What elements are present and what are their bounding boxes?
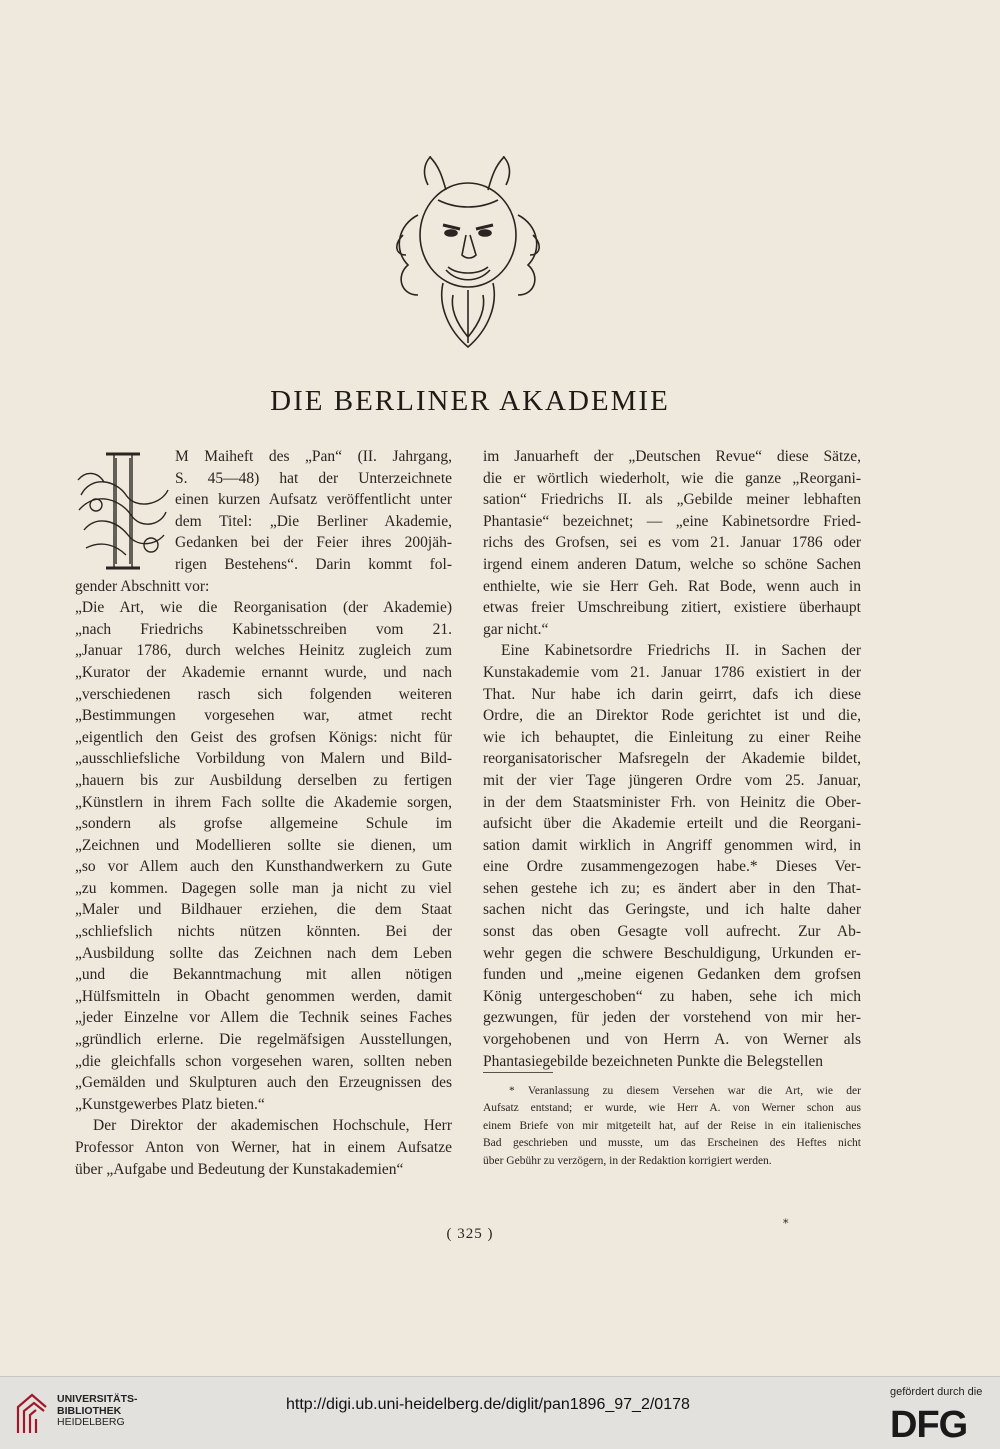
text-line: M Maiheft des „Pan“ (II. Jahrgang, bbox=[175, 448, 452, 465]
text-line: „Zeichnen und Modellieren sollte sie dienen, um bbox=[75, 836, 452, 854]
text-line: Professor Anton von Werner, hat in einem Aufsatze bbox=[75, 1139, 452, 1156]
permalink-url[interactable]: http://digi.ub.uni-heidelberg.de/diglit/pan1896_97_2/0178 bbox=[286, 1396, 690, 1413]
library-line1: UNIVERSITÄTS- bbox=[57, 1393, 138, 1405]
text-line: „die gleichfalls schon vorgesehen waren, sollten neben bbox=[75, 1052, 452, 1070]
library-line3: HEIDELBERG bbox=[57, 1416, 125, 1428]
faun-mask-icon bbox=[388, 155, 548, 355]
footnote-line: Aufsatz entstand; er wurde, wie Herr A. von Werner schon aus bbox=[483, 1102, 861, 1115]
text-line: „eigentlich den Geist des grofsen Königs: nicht für bbox=[75, 728, 452, 746]
text-line: „ausschliefsliche Vorbildung von Malern und Bild- bbox=[75, 750, 452, 768]
text-line: einen kurzen Aufsatz veröffentlicht unter bbox=[175, 491, 452, 509]
text-line: wie ich behauptet, die Einleitung zu einer Reihe bbox=[483, 728, 861, 746]
text-line: „jeder Einzelne vor Allem die Technik seines Faches bbox=[75, 1009, 452, 1027]
footer-bar bbox=[0, 1376, 1000, 1449]
text-line: That. Nur habe ich darin geirrt, dafs ich diese bbox=[483, 685, 861, 703]
text-line: Eine Kabinetsordre Friedrichs II. in Sachen der bbox=[501, 642, 861, 660]
text-line: in der dem Staatsminister Frh. von Heinitz die Ober- bbox=[483, 793, 861, 811]
text-line: rigen Bestehens“. Darin kommt fol- bbox=[175, 555, 452, 573]
text-line: „Bestimmungen vorgesehen war, atmet recht bbox=[75, 707, 452, 725]
text-line: „gründlich erlerne. Die regelmäfsigen Ausstellungen, bbox=[75, 1031, 452, 1049]
text-line: Gedanken bei der Feier ihres 200jäh- bbox=[175, 534, 452, 552]
text-line: „Hülfsmitteln in Obacht genommen werden, damit bbox=[75, 987, 452, 1005]
text-line: „so vor Allem auch den Kunsthandwerkern zu Gute bbox=[75, 858, 452, 876]
text-line: wehr gegen die schwere Beschuldigung, Urkunden er- bbox=[483, 944, 861, 962]
text-line: im Januarheft der „Deutschen Revue“ diese Sätze, bbox=[483, 448, 861, 465]
text-line: „Die Art, wie die Reorganisation (der Akademie) bbox=[75, 599, 452, 617]
text-line: mit der vier Tage jüngeren Ordre vom 25. Januar, bbox=[483, 771, 861, 789]
page-number: ( 325 ) bbox=[446, 1226, 494, 1242]
text-line: richs des Grofsen, sei es vom 21. Januar 1786 oder bbox=[483, 534, 861, 552]
text-line: sehen gestehe ich zu; es ändert aber in den That- bbox=[483, 879, 861, 897]
text-line: „Januar 1786, durch welches Heinitz zugleich zum bbox=[75, 642, 452, 660]
text-line: „hauern bis zur Ausbildung derselben zu fertigen bbox=[75, 771, 452, 789]
text-line: „Kurator der Akademie ernannt wurde, und nach bbox=[75, 663, 452, 681]
footnote-line: einem Briefe von mir mitgeteilt hat, auf der Reise in ein italienisches bbox=[483, 1119, 861, 1132]
text-line: gender Abschnitt vor: bbox=[75, 577, 210, 595]
dfg-logo-text: DFG bbox=[890, 1405, 968, 1441]
text-line: Phantasiegebilde bezeichneten Punkte die Belegstellen bbox=[483, 1052, 824, 1070]
text-line: dem Titel: „Die Berliner Akademie, bbox=[175, 512, 452, 530]
article-title: DIE BERLINER AKADEMIE bbox=[270, 385, 670, 417]
text-line: sation damit wirklich in Angriff genommen wird, in bbox=[483, 836, 861, 854]
funding-caption: gefördert durch die bbox=[890, 1386, 983, 1398]
text-line: aufsicht über die Akademie erteilt und die Reorgani- bbox=[483, 815, 861, 833]
text-line: „nach Friedrichs Kabinetsschreiben vom 21. bbox=[75, 620, 452, 638]
footnote-line: * Veranlassung zu diesem Versehen war die Art, wie der bbox=[509, 1085, 861, 1097]
text-line: die er wörtlich wiederholt, wie die ganze „Reorgani- bbox=[483, 469, 861, 487]
text-line: enthielte, wie sie Herr Geh. Rat Bode, wenn auch in bbox=[483, 577, 861, 595]
text-line: Der Direktor der akademischen Hochschule, Herr bbox=[93, 1117, 452, 1135]
text-line: etwas freier Umschreibung zitiert, existiere überhaupt bbox=[483, 599, 861, 617]
text-line: sation“ Friedrichs II. als „Gebilde meiner lebhaften bbox=[483, 491, 861, 509]
text-line: „und die Bekanntmachung mit allen nötigen bbox=[75, 966, 452, 984]
footnote-rule bbox=[483, 1072, 553, 1073]
text-line: „schliefslich nichts nützen könnten. Bei der bbox=[75, 923, 452, 941]
text-line: Phantasie“ bezeichnet; — „eine Kabinetsordre Fried- bbox=[483, 512, 861, 530]
text-line: Ordre, die an Direktor Rode gerichtet ist und die, bbox=[483, 707, 861, 725]
footnote bbox=[483, 1083, 861, 1170]
text-line: „Maler und Bildhauer erziehen, die dem Staat bbox=[75, 901, 452, 919]
text-line: über „Aufgabe und Bedeutung der Kunstakademien“ bbox=[75, 1160, 404, 1178]
text-line: „Künstlern in ihrem Fach sollte die Akademie sorgen, bbox=[75, 793, 452, 811]
text-line: „Kunstgewerbes Platz bieten.“ bbox=[75, 1095, 265, 1113]
text-line: „zu kommen. Dagegen solle man ja nicht zu viel bbox=[75, 879, 452, 897]
signature-mark: * bbox=[783, 1217, 789, 1230]
text-line: eine Ordre zusammengezogen habe.* Dieses Ver- bbox=[483, 858, 861, 876]
text-line: S. 45—48) hat der Unterzeichnete bbox=[175, 469, 452, 487]
text-line: vorgehobenen und von Herrn A. von Werner als bbox=[483, 1031, 861, 1049]
text-line: sachen nicht das Geringste, und ich halte daher bbox=[483, 901, 861, 919]
text-line: gar nicht.“ bbox=[483, 620, 549, 638]
right-column bbox=[483, 446, 861, 1072]
library-name bbox=[57, 1394, 138, 1429]
library-line2: BIBLIOTHEK bbox=[57, 1404, 122, 1417]
text-line: „Gemälden und Skulpturen auch den Erzeugnissen des bbox=[75, 1074, 452, 1092]
text-line: funden und „meine eigenen Gedanken dem grofsen bbox=[483, 966, 861, 984]
text-line: sonst das oben Gesagte voll aufrecht. Zur Ab- bbox=[483, 923, 861, 941]
dfg-logo-icon[interactable] bbox=[888, 1405, 984, 1441]
text-line: reorganisatorischer Mafsregeln der Akademie bildet, bbox=[483, 750, 861, 768]
footnote-line: über Gebühr zu verzögern, in der Redaktion korrigiert werden. bbox=[483, 1154, 772, 1167]
text-line: Kunstakademie vom 21. Januar 1786 existiert in der bbox=[483, 663, 861, 681]
text-line: gezwungen, für jeden der vorstehend von mir her- bbox=[483, 1009, 861, 1027]
text-line: „sondern als grofse allgemeine Schule im bbox=[75, 815, 452, 833]
footnote-line: Bad geschrieben und musste, um das Erscheinen des Heftes nicht bbox=[483, 1137, 861, 1150]
text-line: „verschiedenen rasch sich folgenden weiteren bbox=[75, 685, 452, 703]
ub-heidelberg-logo-icon[interactable] bbox=[12, 1389, 52, 1437]
text-line: König untergeschoben“ zu haben, sehe ich mich bbox=[483, 987, 861, 1005]
text-line: „Ausbildung sollte das Zeichnen nach dem Leben bbox=[75, 944, 452, 962]
left-column bbox=[75, 446, 452, 1180]
text-line: irgend einem anderen Datum, welche so schöne Sachen bbox=[483, 555, 861, 573]
